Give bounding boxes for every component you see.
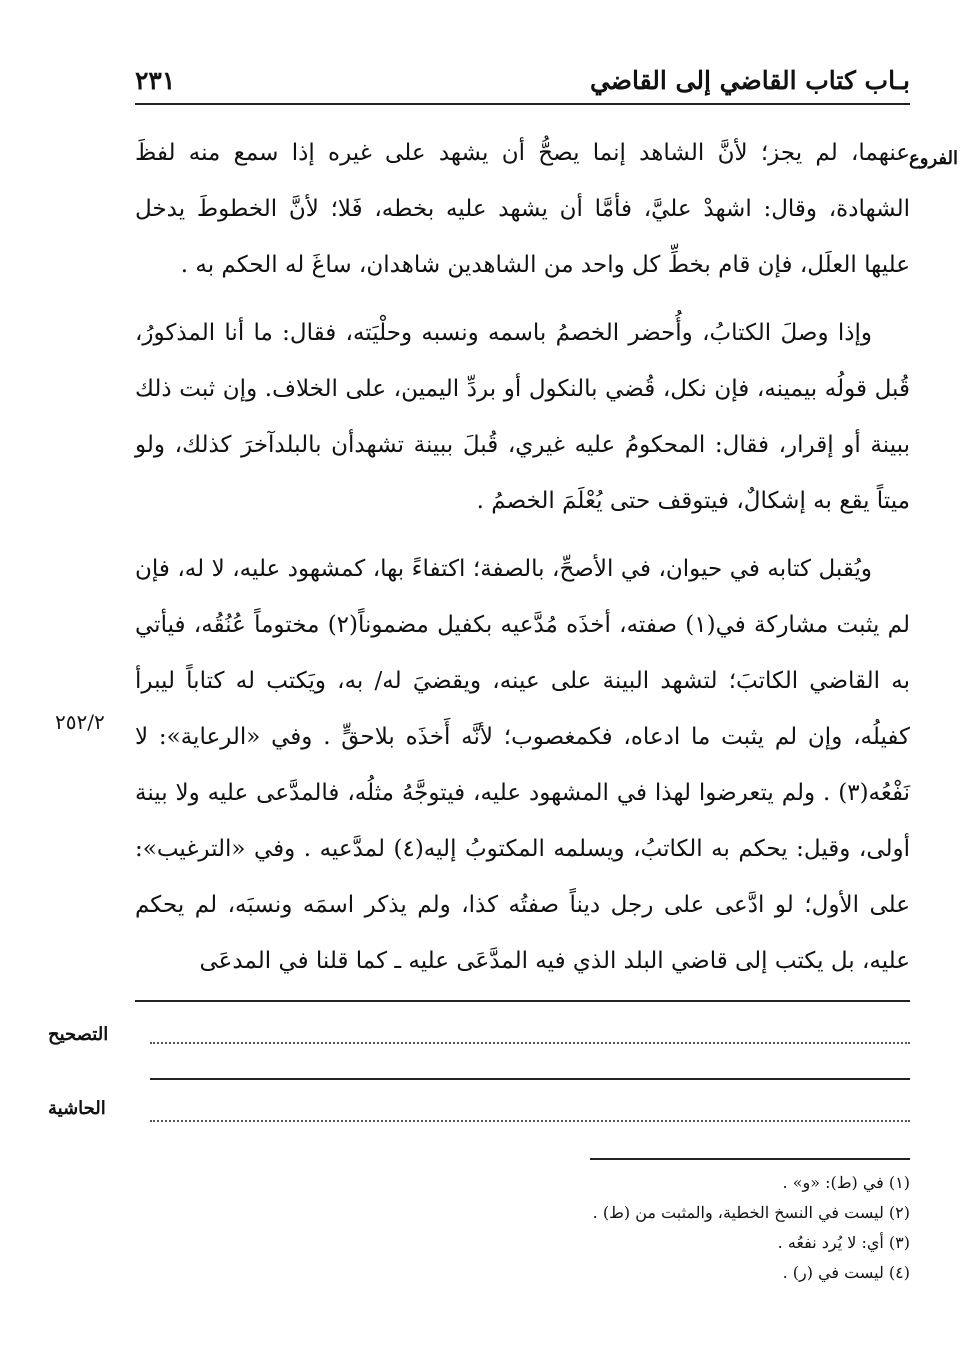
footnote-rule xyxy=(590,1158,910,1160)
margin-section-label: الفروع xyxy=(909,148,958,169)
footnote-2: (٢) ليست في النسخ الخطية، والمثبت من (ط) . xyxy=(592,1203,910,1222)
footnotes xyxy=(170,1168,910,1288)
hashiya-label: الحاشية xyxy=(48,1098,106,1119)
hashiya-dotted-line xyxy=(150,1120,910,1122)
paragraph-2: وإذا وصلَ الكتابُ، وأُحضر الخصمُ باسمه ونسبه وحلْيَته، فقال: ما أنا المذكورُ، قُبل قولُه بيمينه، فإن نكل، قُضي بالنكول أو بردِّ اليمين، على الخلاف. وإن ثبت ذلك ببينة أو إقرار، فقال: المحكومُ عليه غيري، قُبلَ ببينة تشهدأن بالبلدآخرَ كذلك، ولو ميتاً يقع به إشكالٌ، فيتوقف حتى يُعْلَمَ الخصمُ . xyxy=(135,320,910,514)
page-header xyxy=(135,62,910,102)
footnote-4: (٤) ليست في (ر) . xyxy=(782,1263,910,1282)
footnote-3: (٣) أي: لا يُرد نفعُه . xyxy=(777,1233,910,1252)
body-bottom-rule xyxy=(135,1000,910,1002)
main-text xyxy=(135,125,910,989)
correction-label: التصحيح xyxy=(48,1024,109,1045)
paragraph-1: عنهما، لم يجز؛ لأنَّ الشاهد إنما يصحُّ أن يشهد على غيره إذا سمع منه لفظَ الشهادة، وقال: اشهدْ عليَّ، فأمَّا أن يشهد عليه بخطه، فَلا؛ لأنَّ الخطوطَ يدخل عليها العلَل، فإن قام بخطِّ كل واحد من الشاهدين شاهدان، ساغَ له الحكم به . xyxy=(135,140,910,278)
paragraph-3: ويُقبل كتابه في حيوان، في الأصحِّ، بالصفة؛ اكتفاءً بها، كمشهود عليه، لا له، فإن لم يثبت مشاركة في(١) صفته، أخذَه مُدَّعيه بكفيل مضموناً(٢) مختوماً عُنُقُه، فيأتي به القاضي الكاتبَ؛ لتشهد البينة على عينه، ويقضيَ له/ به، ويَكتب له كتاباً ليبرأ كفيلُه، وإن لم يثبت ما ادعاه، فكمغصوب؛ لأنَّه أَخذَه بلاحقٍّ . وفي «الرعاية»: لا نَفْعُه(٣) . ولم يتعرضوا لهذا في المشهود عليه، فيتوجَّهُ مثلُه، فالمدَّعى عليه ولا بينة أولى، وقيل: يحكم به الكاتبُ، ويسلمه المكتوبُ إليه(٤) لمدَّعيه . وفي «الترغيب»: على الأول؛ لو ادَّعى على رجل ديناً صفتُه كذا، ولم يذكر اسمَه ونسبَه، لم يحكم عليه، بل يكتب إلى قاضي البلد الذي فيه المدَّعَى عليه ـ كما قلنا في المدعَى xyxy=(135,556,910,974)
correction-dotted-line xyxy=(150,1042,910,1044)
header-rule xyxy=(135,103,910,105)
separator-rule xyxy=(150,1078,910,1080)
page-number: ٢٣١ xyxy=(135,66,176,95)
margin-volume-reference: ٢٥٢/٢ xyxy=(55,710,105,734)
chapter-title: بـاب كتاب القاضي إلى القاضي xyxy=(589,66,910,95)
footnote-1: (١) في (ط): «و» . xyxy=(782,1173,910,1192)
